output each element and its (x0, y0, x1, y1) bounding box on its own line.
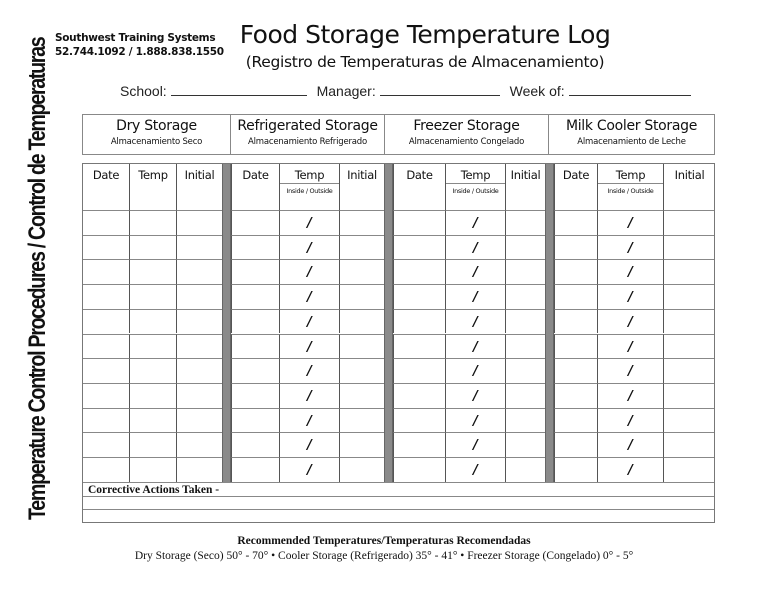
recommended-title: Recommended Temperatures/Temperaturas Recomendadas (237, 535, 531, 547)
column-header-label: Initial (674, 168, 705, 182)
column-header-label: Date (406, 168, 433, 182)
log-cell-temp[interactable]: / (597, 432, 663, 457)
section-header-dry (82, 114, 231, 155)
column-header-label: Temp (460, 168, 491, 182)
log-cell-temp[interactable]: / (279, 432, 339, 457)
log-cell-temp[interactable]: / (279, 334, 339, 359)
section-subtitle: Almacenamiento Seco (110, 137, 203, 147)
company-phone: 52.744.1092 / 1.888.838.1550 (55, 46, 224, 58)
log-cell-temp[interactable]: / (445, 432, 505, 457)
company-info (55, 31, 224, 59)
log-cell-temp[interactable]: / (597, 383, 663, 408)
log-cell-temp[interactable]: / (597, 235, 663, 260)
section-header-freezer (384, 114, 549, 155)
section-subtitle: Almacenamiento de Leche (577, 137, 686, 147)
log-cell-temp[interactable]: / (597, 358, 663, 383)
log-cell-temp[interactable]: / (445, 383, 505, 408)
section-subtitle: Almacenamiento Refrigerado (248, 137, 367, 147)
temp-subheader: Inside / Outside (280, 183, 339, 195)
week-label: Week of: (509, 83, 565, 99)
section-title: Dry Storage (116, 118, 197, 134)
log-cell-temp[interactable]: / (279, 408, 339, 433)
log-cell-temp[interactable]: / (445, 358, 505, 383)
log-cell-temp[interactable]: / (279, 235, 339, 260)
column-header-label: Initial (347, 168, 377, 182)
form-fields (120, 83, 697, 99)
side-title: Temperature Control Procedures / Control de Temperaturas (24, 37, 51, 520)
manager-field[interactable] (380, 83, 500, 96)
log-cell-temp[interactable]: / (445, 457, 505, 482)
log-cell-temp[interactable]: / (279, 383, 339, 408)
log-cell-temp[interactable]: / (445, 284, 505, 309)
week-field[interactable] (569, 83, 691, 96)
log-cell-temp[interactable]: / (279, 284, 339, 309)
column-header-label: Initial (184, 168, 215, 182)
section-subtitle: Almacenamiento Congelado (408, 137, 525, 147)
log-cell-temp[interactable]: / (279, 358, 339, 383)
company-name: Southwest Training Systems (55, 32, 216, 44)
temp-subheader: Inside / Outside (446, 183, 505, 195)
temperature-log-table (82, 163, 715, 523)
recommended-temperatures: Dry Storage (Seco) 50° - 70° • Cooler Storage (Refrigerado) 35° - 41° • Freezer Storage (Congelado) 0° - 5° (134, 550, 634, 562)
log-cell-temp[interactable]: / (445, 259, 505, 284)
manager-label: Manager: (316, 83, 376, 99)
log-cell-temp[interactable]: / (445, 309, 505, 334)
section-title: Freezer Storage (413, 118, 520, 134)
column-header-label: Initial (510, 168, 541, 182)
log-cell-temp[interactable]: / (279, 309, 339, 334)
school-label: School: (120, 83, 167, 99)
column-header-label: Temp (138, 168, 168, 182)
column-header-label: Date (562, 168, 590, 182)
section-header-milk (548, 114, 715, 155)
log-cell-temp[interactable]: / (279, 210, 339, 235)
log-cell-temp[interactable]: / (279, 259, 339, 284)
column-header-label: Temp (294, 168, 325, 182)
log-cell-temp[interactable]: / (445, 210, 505, 235)
school-field[interactable] (171, 83, 307, 96)
log-cell-temp[interactable]: / (597, 309, 663, 334)
page-title: Food Storage Temperature Log (239, 20, 611, 49)
section-header-refrigerated (230, 114, 385, 155)
temp-subheader: Inside / Outside (598, 183, 663, 195)
log-cell-temp[interactable]: / (597, 210, 663, 235)
log-cell-temp[interactable]: / (445, 235, 505, 260)
page-subtitle: (Registro de Temperaturas de Almacenamiento) (245, 53, 605, 71)
column-header-label: Date (92, 168, 120, 182)
log-cell-temp[interactable]: / (597, 457, 663, 482)
log-cell-temp[interactable]: / (445, 408, 505, 433)
column-header-label: Date (242, 168, 269, 182)
log-cell-temp[interactable]: / (597, 259, 663, 284)
section-title: Refrigerated Storage (237, 118, 378, 134)
corrective-actions-label: Corrective Actions Taken - (82, 482, 715, 496)
column-header-label: Temp (615, 168, 646, 182)
log-cell-temp[interactable]: / (597, 334, 663, 359)
log-cell-temp[interactable]: / (445, 334, 505, 359)
log-cell-temp[interactable]: / (597, 284, 663, 309)
table-border (82, 163, 715, 523)
log-cell-temp[interactable]: / (597, 408, 663, 433)
log-cell-temp[interactable]: / (279, 457, 339, 482)
section-title: Milk Cooler Storage (565, 118, 698, 134)
